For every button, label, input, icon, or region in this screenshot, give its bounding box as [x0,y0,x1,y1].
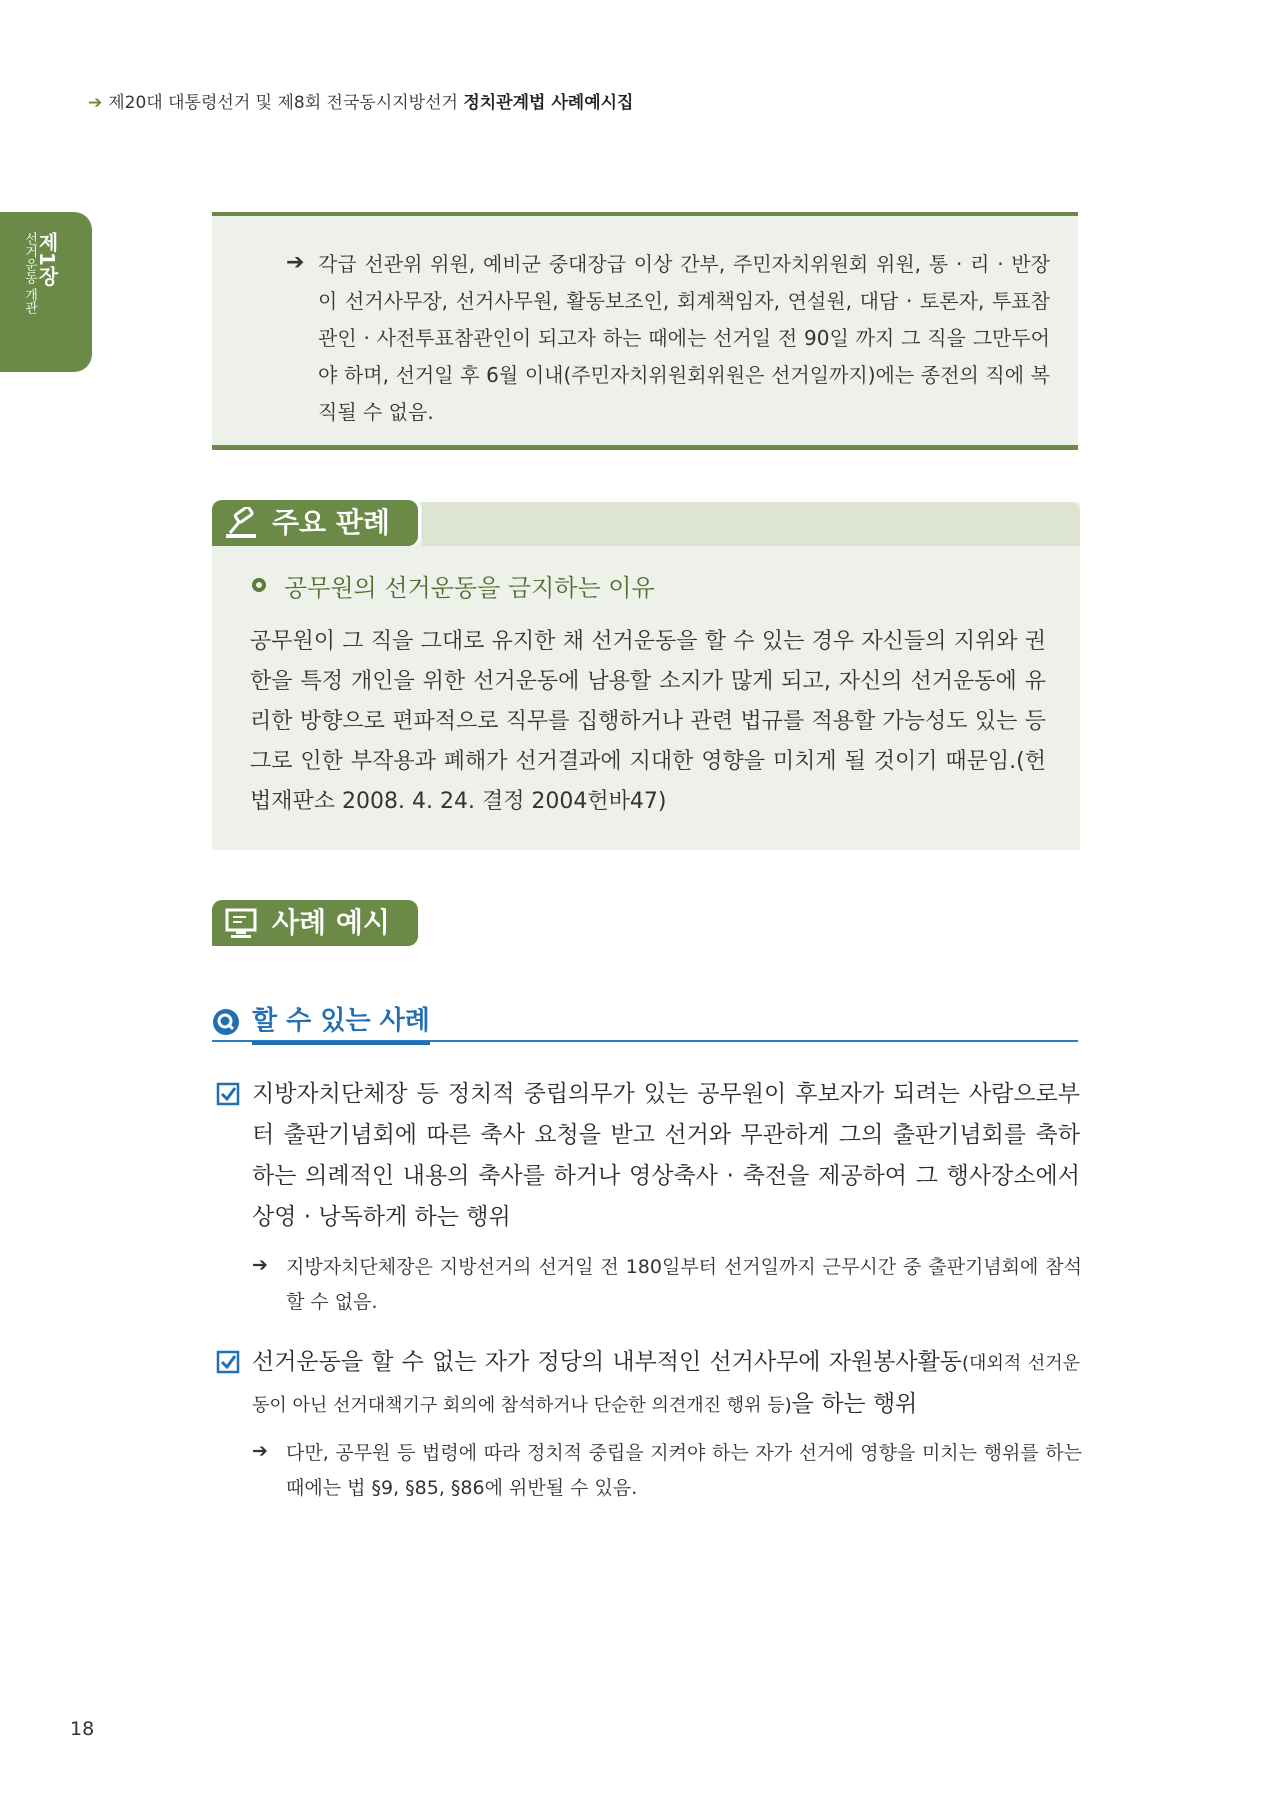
case-note: 다만, 공무원 등 법령에 따라 정치적 중립을 지켜야 하는 자가 선거에 영향을 미치는 행위를 하는 때에는 법 §9, §85, §86에 위반될 수 있음. [286,1442,1082,1499]
header-prefix: 제20대 대통령선거 및 제8회 전국동시지방선거 [108,93,458,113]
ruling-header-strip [422,502,1080,546]
running-header [88,88,633,113]
bullet-circle-icon [252,578,266,592]
note-arrow-icon: ➔ [252,1440,268,1462]
page-number: 18 [70,1718,95,1740]
section-title-bar [212,1000,1078,1042]
notice-box [212,212,1078,450]
examples-label: 사례 예시 [272,906,390,939]
checkbox-icon [216,1082,240,1110]
chapter-number: 제1장 [35,232,59,286]
q-icon [212,1008,240,1036]
section-title: 할 수 있는 사례 [252,1000,430,1045]
ruling-label-tab [212,500,418,546]
case-text: 지방자치단체장 등 정치적 중립의무가 있는 공무원이 후보자가 되려는 사람으로부터 출판기념회에 따른 축사 요청을 받고 선거와 무관하게 그의 출판기념회를 축하하는 의례적인 내용의 축사를 하거나 영상축사 · 축전을 제공하여 그 행사장소에서 상영 · 낭독하게 하는 행위 [252,1081,1080,1230]
case-item [212,1074,1082,1334]
case-text-parenthetical: (대외적 선거운동이 아닌 선거대책기구 회의에 참석하거나 단순한 의견개진 행위 등) [252,1353,1081,1416]
case-item [212,1342,1082,1512]
notice-text: 각급 선관위 위원, 예비군 중대장급 이상 간부, 주민자치위원회 위원, 통 · 리 · 반장이 선거사무장, 선거사무원, 활동보조인, 회계책임자, 연설원, 대담 · 토론자, 투표참관인 · 사전투표참관인이 되고자 하는 때에는 선거일 전 90일 까지 그 직을 그만두어야 하며, 선거일 후 6월 이내(주민자치위원회위원은 선거일까지)에는 종전의 직에 복직될 수 없음. [318,252,1050,424]
header-title: 정치관계법 사례예시집 [463,93,634,113]
ruling-body: 공무원이 그 직을 그대로 유지한 채 선거운동을 할 수 있는 경우 자신들의 지위와 권한을 특정 개인을 위한 선거운동에 남용할 소지가 많게 되고, 자신의 선거운동에 유리한 방향으로 편파적으로 직무를 집행하거나 관련 법규를 적용할 가능성도 있는 등 그로 인한 부작용과 폐해가 선거결과에 지대한 영향을 미치게 될 것이기 때문임.(헌법재판소 2008. 4. 24. 결정 2004헌바47) [250,629,1046,814]
header-arrow-icon: ➔ [88,93,103,113]
case-text [252,1342,1080,1426]
chapter-title: 선거운동 개관 [22,232,37,315]
note-arrow-icon: ➔ [252,1254,268,1276]
chapter-side-tab [0,212,92,372]
case-text-main: 선거운동을 할 수 없는 자가 정당의 내부적인 선거사무에 자원봉사활동 [252,1349,963,1375]
monitor-icon [224,907,260,953]
ruling-subtitle: 공무원의 선거운동을 금지하는 이유 [284,574,655,602]
gavel-icon [224,507,260,553]
case-text-end: 을 하는 행위 [791,1391,918,1417]
examples-label-tab [212,900,418,946]
ruling-label: 주요 판례 [272,506,390,539]
case-note: 지방자치단체장은 지방선거의 선거일 전 180일부터 선거일까지 근무시간 중 출판기념회에 참석할 수 없음. [286,1256,1082,1313]
notice-arrow-icon: ➔ [286,250,305,275]
checkbox-icon [216,1350,240,1378]
